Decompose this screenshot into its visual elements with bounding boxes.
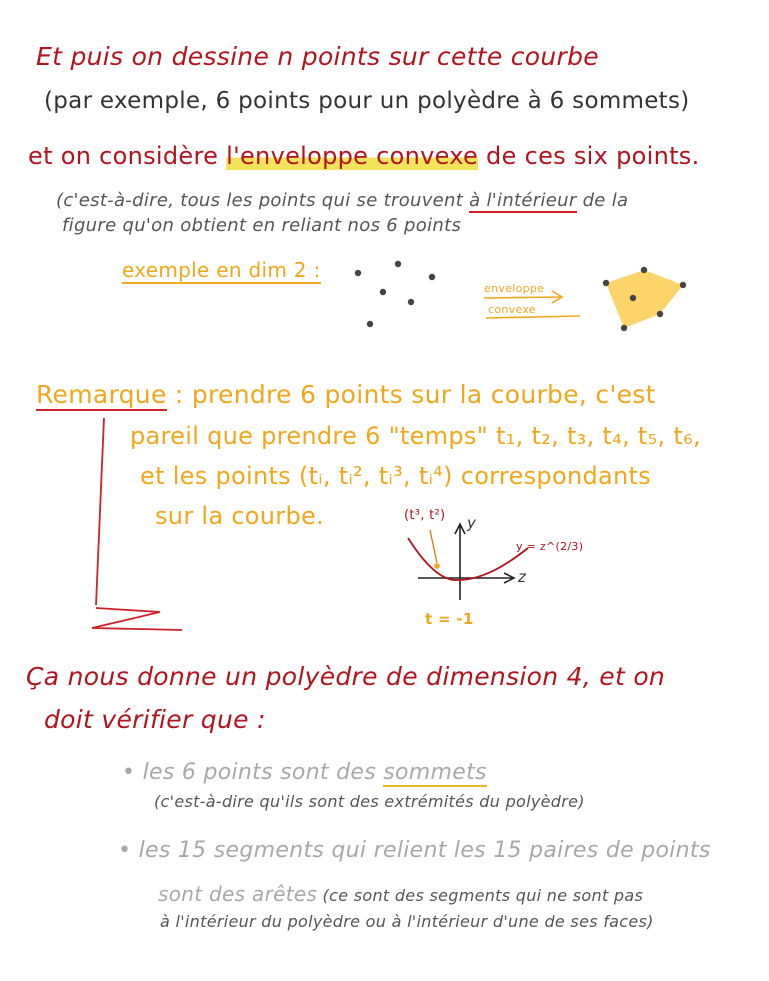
- line-4-end: de la: [576, 190, 629, 211]
- bullet-2-text: les 15 segments qui relient les 15 paires de points: [138, 838, 711, 863]
- remark-text-1: : prendre 6 points sur la courbe, c'est: [166, 380, 656, 409]
- bullet-2-line-3: à l'intérieur du polyèdre ou à l'intérieur d'une de ses faces): [160, 912, 654, 931]
- bullet-1: [122, 760, 487, 785]
- bullet-1-note: (c'est-à-dire qu'ils sont des extrémités du polyèdre): [154, 792, 585, 811]
- envelope-label-1: enveloppe: [484, 282, 545, 295]
- example-label: exemple en dim 2 :: [122, 258, 321, 282]
- graph-point-label: (t³, t²): [404, 508, 446, 523]
- line-3-start: et on considère: [28, 142, 227, 170]
- bullet-2: [118, 838, 711, 863]
- bullet-2-line-2: [158, 882, 643, 906]
- line-5: figure qu'on obtient en reliant nos 6 points: [62, 215, 462, 236]
- conclusion-line-1: Ça nous donne un polyèdre de dimension 4, et on: [26, 662, 666, 691]
- bullet-2-note: (ce sont des segments qui ne sont pas: [317, 886, 644, 905]
- envelope-label-2: convexe: [488, 303, 536, 316]
- line-2: (par exemple, 6 points pour un polyèdre à 6 sommets): [44, 88, 690, 114]
- line-4-start: (c'est-à-dire, tous les points qui se trouvent: [56, 190, 470, 211]
- convex-hull-term: l'enveloppe convexe: [226, 142, 479, 170]
- conclusion-line-2: doit vérifier que :: [44, 705, 266, 734]
- interior-term: à l'intérieur: [469, 190, 577, 211]
- remark-line-2: pareil que prendre 6 "temps" t₁, t₂, t₃, t₄, t₅, t₆,: [130, 422, 701, 450]
- line-1: Et puis on dessine n points sur cette courbe: [36, 42, 599, 71]
- edges-phrase: sont des arêtes: [158, 882, 318, 906]
- line-3-end: de ces six points.: [478, 142, 700, 170]
- graph-y-label: y: [467, 514, 477, 532]
- curve-point: [434, 563, 440, 569]
- bullet-dot-icon: •: [118, 838, 139, 863]
- graph-z-label: z: [518, 568, 527, 586]
- remark-line-3: et les points (tᵢ, tᵢ², tᵢ³, tᵢ⁴) correspondants: [140, 462, 652, 490]
- graph-t-label: t = -1: [425, 610, 474, 628]
- graph-curve-label: y = z^(2/3): [516, 540, 584, 553]
- bullet-1-text: les 6 points sont des: [142, 760, 384, 785]
- remark-line-4: sur la courbe.: [155, 502, 325, 530]
- vertices-term: sommets: [383, 760, 487, 785]
- bullet-dot-icon: •: [122, 760, 143, 785]
- remark-label: Remarque: [36, 380, 167, 409]
